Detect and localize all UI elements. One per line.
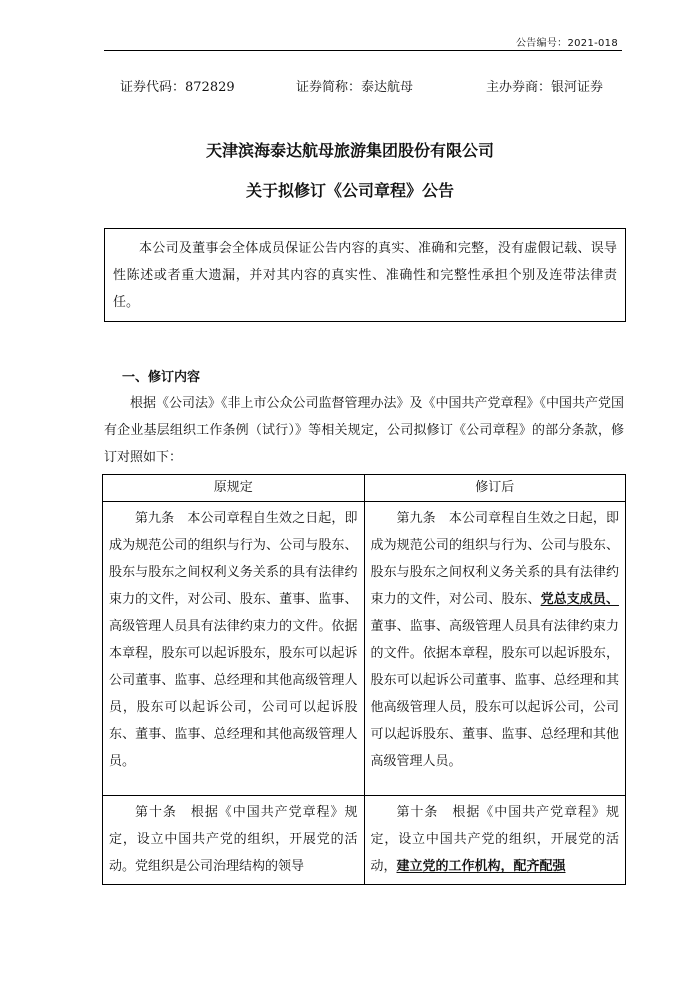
announcement-number: 公告编号：2021-018 bbox=[515, 38, 618, 49]
security-abbreviation: 证券简称：泰达航母 bbox=[296, 80, 414, 95]
section-heading-revision: 一、修订内容 bbox=[122, 370, 201, 385]
table-row bbox=[103, 796, 626, 885]
announcement-title: 关于拟修订《公司章程》公告 bbox=[245, 181, 454, 200]
sponsor-broker: 主办券商：银河证券 bbox=[486, 80, 604, 95]
revised-text-added: 建立党的工作机构，配齐配强 bbox=[396, 859, 566, 874]
table-row bbox=[103, 502, 626, 796]
revision-intro-paragraph: 根据《公司法》《非上市公众公司监督管理办法》及《中国共产党章程》《中国共产党国有企业基层组织工作条例（试行）》等相关规定，公司拟修订《公司章程》的部分条款，修订对照如下： bbox=[104, 396, 625, 465]
header-divider bbox=[104, 50, 622, 51]
security-info-line bbox=[0, 76, 700, 96]
original-article-10-text: 第十条 根据《中国共产党章程》规定，设立中国共产党的组织，开展党的活动。党组织是公司治理结构的领导 bbox=[109, 805, 358, 874]
column-header-original: 原规定 bbox=[103, 475, 365, 502]
revised-article-10-text bbox=[371, 799, 620, 884]
revised-article-9 bbox=[364, 502, 626, 796]
company-title: 天津滨海泰达航母旅游集团股份有限公司 bbox=[205, 141, 494, 160]
security-code: 证券代码：872829 bbox=[120, 80, 235, 95]
revised-text-after: 董事、监事、高级管理人员具有法律约束力的文件。依据本章程，股东可以起诉股东，股东可以起诉公司董事、监事、总经理和其他高级管理人员，股东可以起诉公司，公司可以起诉股东、董事、监事、总经理和其他高级管理人员。 bbox=[370, 619, 619, 769]
revised-article-10 bbox=[364, 796, 626, 885]
revised-text-before: 第九条 本公司章程自生效之日起，即成为规范公司的组织与行为、公司与股东、股东与股东之间权利义务关系的具有法律约束力的文件，对公司、股东、 bbox=[370, 511, 619, 607]
revised-text-before: 第十条 根据《中国共产党章程》规定，设立中国共产党的组织，开展党的活动， bbox=[370, 805, 619, 874]
original-article-9: 第九条 本公司章程自生效之日起，即成为规范公司的组织与行为、公司与股东、股东与股东之间权利义务关系的具有法律约束力的文件，对公司、股东、董事、监事、高级管理人员具有法律约束力的文件。依据本章程，股东可以起诉股东，股东可以起诉公司董事、监事、总经理和其他高级管理人员，股东可以起诉公司，公司可以起诉股东、董事、监事、总经理和其他高级管理人员。 bbox=[103, 502, 365, 796]
original-article-10 bbox=[103, 796, 365, 885]
column-header-revised: 修订后 bbox=[364, 475, 626, 502]
table-header-row bbox=[103, 475, 626, 502]
revision-comparison-table bbox=[102, 474, 626, 885]
disclaimer-box: 本公司及董事会全体成员保证公告内容的真实、准确和完整，没有虚假记载、误导性陈述或者重大遗漏，并对其内容的真实性、准确性和完整性承担个别及连带法律责任。 bbox=[104, 228, 626, 322]
revised-text-added: 党总支成员、 bbox=[540, 592, 619, 607]
